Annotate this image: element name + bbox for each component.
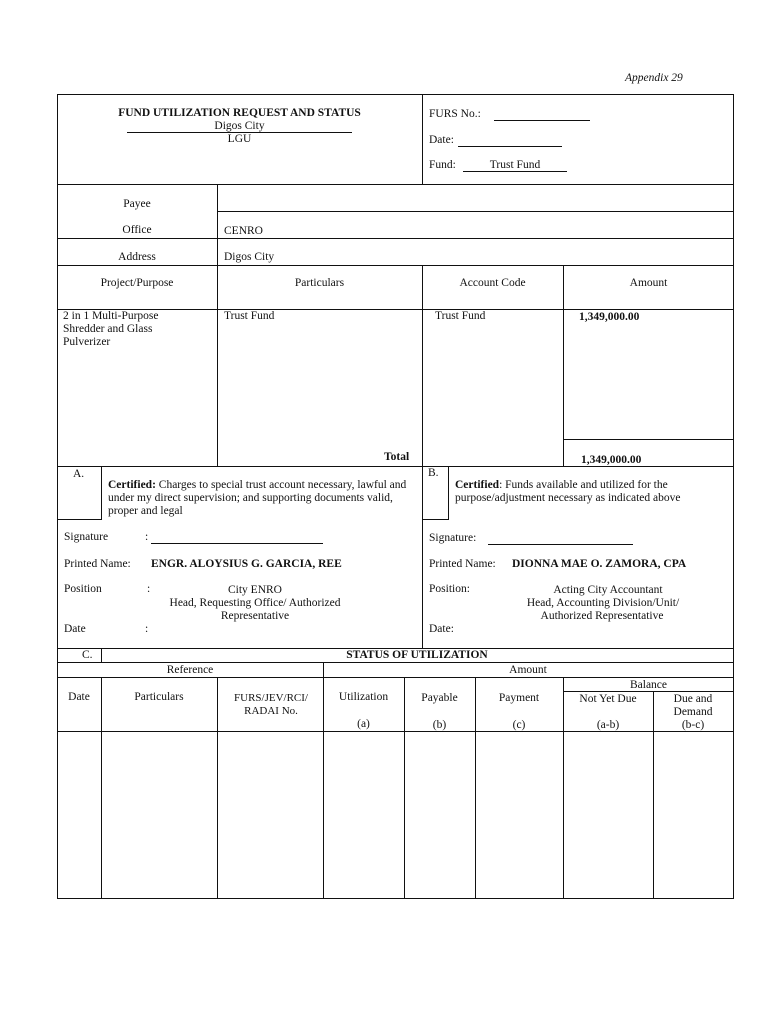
- cert-a-lead: Certified:: [108, 479, 156, 491]
- date-underline: [458, 146, 562, 147]
- cert-a-box-bottom: [57, 519, 102, 520]
- status-letter: C.: [82, 649, 93, 661]
- col-payable-code: (b): [432, 719, 447, 731]
- cert-b-text: : Funds available and utilized for the purpose/adjustment necessary as indicated above: [455, 479, 681, 504]
- cert-a-date-label: Date: [64, 623, 86, 635]
- cert-a-letter: A.: [73, 468, 85, 480]
- border-top: [57, 94, 734, 95]
- items-col-3: [563, 265, 564, 467]
- col-date: Date: [68, 691, 90, 703]
- cert-b-printed-name-label: Printed Name:: [429, 558, 496, 570]
- col-particulars: Particulars: [294, 277, 345, 289]
- office-line: [57, 238, 734, 239]
- payee-line: [217, 211, 734, 212]
- address-value[interactable]: Digos City: [224, 251, 275, 263]
- payee-label: Payee: [123, 198, 151, 210]
- cert-b-box-bottom: [422, 519, 449, 520]
- col-utilization-code: (a): [357, 718, 370, 730]
- cert-b-signature-line[interactable]: [488, 544, 633, 545]
- fund-label: Fund:: [429, 159, 456, 171]
- status-group-line: [57, 677, 734, 678]
- form-title: FUND UTILIZATION REQUEST AND STATUS: [118, 107, 361, 119]
- status-title: STATUS OF UTILIZATION: [346, 649, 488, 661]
- cert-b-date-label: Date:: [429, 623, 454, 635]
- status-col-2: [217, 677, 218, 899]
- total-line: [563, 439, 734, 440]
- row-amount: 1,349,000.00: [579, 311, 640, 323]
- lgu-name: Digos City: [214, 120, 265, 132]
- amount-label: Amount: [509, 664, 547, 676]
- cert-a-position-line2: Head, Requesting Office/ Authorized: [169, 597, 341, 609]
- cert-a-signature-colon: :: [145, 531, 149, 543]
- col-status-particulars: Particulars: [134, 691, 184, 703]
- row-project: 2 in 1 Multi-Purpose Shredder and Glass Pulverizer: [63, 310, 159, 348]
- status-col-1: [101, 677, 102, 899]
- col-payable: Payable: [421, 692, 458, 704]
- status-title-line: [57, 662, 734, 663]
- office-label: Office: [122, 224, 152, 236]
- payee-divider: [217, 184, 218, 266]
- appendix-label: Appendix 29: [625, 72, 683, 84]
- col-not-yet-due: Not Yet Due: [579, 693, 637, 705]
- cert-a-position-label: Position: [64, 583, 102, 595]
- cert-b-position-line2: Head, Accounting Division/Unit/: [526, 597, 680, 609]
- furs-no-label: FURS No.:: [429, 108, 481, 120]
- status-col-4: [404, 677, 405, 899]
- balance-label: Balance: [629, 679, 668, 691]
- cert-a-printed-name: ENGR. ALOYSIUS G. GARCIA, REE: [151, 558, 342, 570]
- col-not-yet-due-code: (a-b): [596, 719, 620, 731]
- cert-b-letter: B.: [428, 467, 439, 479]
- border-bottom: [57, 898, 734, 899]
- cert-a-date-colon: :: [145, 623, 149, 635]
- date-label: Date:: [429, 134, 454, 146]
- col-due-demand-code: (b-c): [681, 719, 705, 731]
- address-line: [57, 265, 734, 266]
- total-label: Total: [384, 451, 410, 463]
- furs-no-underline: [494, 120, 590, 121]
- fund-underline: [463, 171, 567, 172]
- date-field[interactable]: [458, 134, 562, 146]
- cert-a-box-right: [101, 466, 102, 520]
- cert-b-printed-name: DIONNA MAE O. ZAMORA, CPA: [512, 558, 687, 570]
- payee-value[interactable]: [224, 198, 724, 211]
- lgu-label: LGU: [227, 133, 252, 145]
- cert-a-position-colon: :: [147, 583, 151, 595]
- office-value[interactable]: CENRO: [224, 225, 263, 237]
- cert-b-position-line1: Acting City Accountant: [553, 584, 663, 596]
- cert-b-box-right: [448, 466, 449, 520]
- col-account-code: Account Code: [459, 277, 526, 289]
- col-amount: Amount: [629, 277, 668, 289]
- cert-b-signature-label: Signature:: [429, 532, 477, 544]
- col-payment-code: (c): [512, 719, 526, 731]
- cert-a-printed-name-label: Printed Name:: [64, 558, 131, 570]
- cert-a-text: Charges to special trust account necessary, lawful and under my direct supervision; and supporting documents valid, proper and legal: [108, 479, 407, 517]
- border-right: [733, 94, 734, 899]
- cert-a-position-line3: Representative: [220, 610, 290, 622]
- reference-label: Reference: [166, 664, 214, 676]
- col-furs-jev: FURS/JEV/RCI/ RADAI No.: [234, 692, 308, 717]
- cert-a-signature-line[interactable]: [151, 543, 323, 544]
- header-bottom-line: [57, 184, 734, 185]
- status-col-6: [563, 677, 564, 899]
- col-project-purpose: Project/Purpose: [100, 277, 174, 289]
- items-col-1: [217, 265, 218, 467]
- cert-a-position-line1: City ENRO: [228, 584, 282, 596]
- col-due-demand: Due and Demand: [673, 693, 713, 718]
- cert-b-position-label: Position:: [429, 583, 470, 595]
- col-payment: Payment: [498, 692, 540, 704]
- fund-field[interactable]: Trust Fund: [489, 159, 541, 171]
- row-particulars: Trust Fund: [224, 310, 275, 322]
- address-label: Address: [118, 251, 156, 263]
- border-left: [57, 94, 58, 899]
- cert-b-lead: Certified: [455, 479, 500, 491]
- status-col-5: [475, 677, 476, 899]
- cert-divider: [422, 466, 423, 648]
- col-utilization: Utilization: [338, 691, 389, 703]
- total-value: 1,349,000.00: [581, 454, 642, 466]
- row-account-code: Trust Fund: [435, 310, 486, 322]
- items-col-2: [422, 265, 423, 467]
- furs-no-field[interactable]: [494, 108, 590, 120]
- header-divider: [422, 94, 423, 185]
- cert-a-signature-label: Signature: [64, 531, 109, 543]
- cert-b-position-line3: Authorized Representative: [540, 610, 664, 622]
